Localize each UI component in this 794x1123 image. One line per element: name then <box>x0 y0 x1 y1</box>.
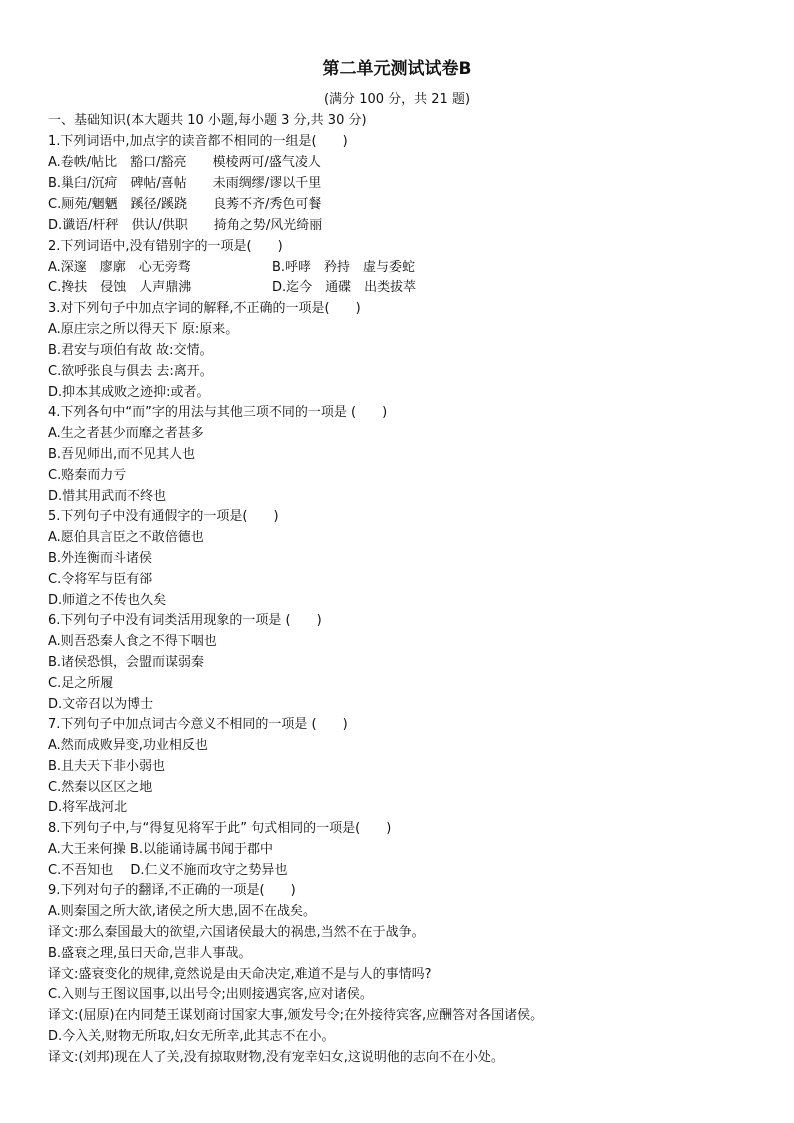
question-9-option-b: B.盛衰之理,虽曰天命,岂非人事哉。 <box>48 946 252 961</box>
question-6-option-d: D.文帝召以为博士 <box>48 697 154 712</box>
question-9-option-a-translation: 译文:那么秦国最大的欲望,六国诸侯最大的祸患,当然不在于战争。 <box>48 925 425 940</box>
page-subtitle: (满分 100 分，共 21 题) <box>323 92 471 107</box>
question-5-option-d: D.师道之不传也久矣 <box>48 593 167 608</box>
question-2-option-a: A.深邃 廖廓 心无旁骛 <box>48 260 191 275</box>
question-6-option-b: B.诸侯恐惧，会盟而谋弱秦 <box>48 655 205 670</box>
question-7-option-a: A.然而成败异变,功业相反也 <box>48 738 208 753</box>
question-5-option-b: B.外连衡而斗诸侯 <box>48 551 153 566</box>
question-9-option-d-translation: 译文:(刘邦)现在人了关,没有掠取财物,没有宠幸妇女,这说明他的志向不在小处。 <box>48 1050 504 1065</box>
question-8-options-ab: A.大王来何操 B.以能诵诗属书闻于郡中 <box>48 842 273 857</box>
question-1-option-c: C.厕苑/魍魉 蹊径/蹊跷 良莠不齐/秀色可餐 <box>48 197 322 212</box>
question-7-option-c: C.然秦以区区之地 <box>48 780 153 795</box>
question-7-stem: 7.下列句子中加点词古今意义不相同的一项是 ( ) <box>48 717 348 732</box>
question-6-option-c: C.足之所履 <box>48 676 114 691</box>
question-3-option-c: C.欲呼张良与俱去 去:离开。 <box>48 364 213 379</box>
question-2-option-b: B.呼哮 矜持 虚与委蛇 <box>272 260 416 275</box>
question-2-option-d: D.迄今 通碟 出类拔萃 <box>272 280 417 295</box>
question-4-option-c: C.赂秦而力亏 <box>48 468 127 483</box>
question-9-option-d: D.今入关,财物无所取,妇女无所幸,此其志不在小。 <box>48 1029 335 1044</box>
question-9-option-b-translation: 译文:盛衰变化的规律,竟然说是由天命决定,难道不是与人的事情吗? <box>48 967 432 982</box>
question-4-option-a: A.生之者甚少而靡之者甚多 <box>48 426 204 441</box>
question-9-option-c-translation: 译文:(屈原)在内同楚王谋划商讨国家大事,颁发号令;在外接待宾客,应酬答对各国诸侯。 <box>48 1008 544 1023</box>
question-6-option-a: A.则吾恐秦人食之不得下咽也 <box>48 634 217 649</box>
question-1-option-b: B.巢臼/沉疴 碑帖/喜帖 未雨绸缪/谬以千里 <box>48 176 322 191</box>
question-8-options-cd: C.不吾知也 D.仁义不施而攻守之势异也 <box>48 863 288 878</box>
question-6-stem: 6.下列句子中没有词类活用现象的一项是 ( ) <box>48 613 322 628</box>
question-3-option-b: B.君安与项伯有故 故:交情。 <box>48 343 213 358</box>
question-5-option-c: C.令将军与臣有郤 <box>48 572 153 587</box>
page-title: 第二单元测试试卷B <box>322 59 472 79</box>
question-4-option-d: D.惜其用武而不终也 <box>48 489 167 504</box>
question-3-stem: 3.对下列句子中加点字词的解释,不正确的一项是( ) <box>48 301 361 316</box>
question-4-option-b: B.吾见师出,而不见其人也 <box>48 447 196 462</box>
question-2-option-c: C.搀扶 侵蚀 人声鼎沸 <box>48 280 192 295</box>
question-1-stem: 1.下列词语中,加点字的读音都不相同的一组是( ) <box>48 134 348 149</box>
question-2-stem: 2.下列词语中,没有错别字的一项是( ) <box>48 239 283 254</box>
question-9-option-a: A.则秦国之所大欲,诸侯之所大患,固不在战矣。 <box>48 904 317 919</box>
question-8-stem: 8.下列句子中,与“得复见将军于此” 句式相同的一项是( ) <box>48 821 392 836</box>
question-4-stem: 4.下列各句中“而”字的用法与其他三项不同的一项是 ( ) <box>48 405 388 420</box>
question-9-stem: 9.下列对句子的翻译,不正确的一项是( ) <box>48 883 296 898</box>
question-3-option-a: A.原庄宗之所以得天下 原:原来。 <box>48 322 239 337</box>
question-1-option-d: D.谶语/杆秤 供认/供职 掎角之势/风光绮丽 <box>48 218 323 233</box>
question-5-stem: 5.下列句子中没有通假字的一项是( ) <box>48 509 279 524</box>
section-header: 一、基础知识(本大题共 10 小题,每小题 3 分,共 30 分) <box>48 113 367 128</box>
question-5-option-a: A.愿伯具言臣之不敢倍德也 <box>48 530 204 545</box>
question-7-option-b: B.且夫天下非小弱也 <box>48 759 166 774</box>
question-3-option-d: D.抑本其成败之迹抑:或者。 <box>48 385 210 400</box>
question-9-option-c: C.入则与王图议国事,以出号令;出则接遇宾客,应对诸侯。 <box>48 987 373 1002</box>
question-1-option-a: A.卷帙/帖比 豁口/豁亮 模棱两可/盛气凌人 <box>48 155 321 170</box>
question-7-option-d: D.将军战河北 <box>48 800 128 815</box>
